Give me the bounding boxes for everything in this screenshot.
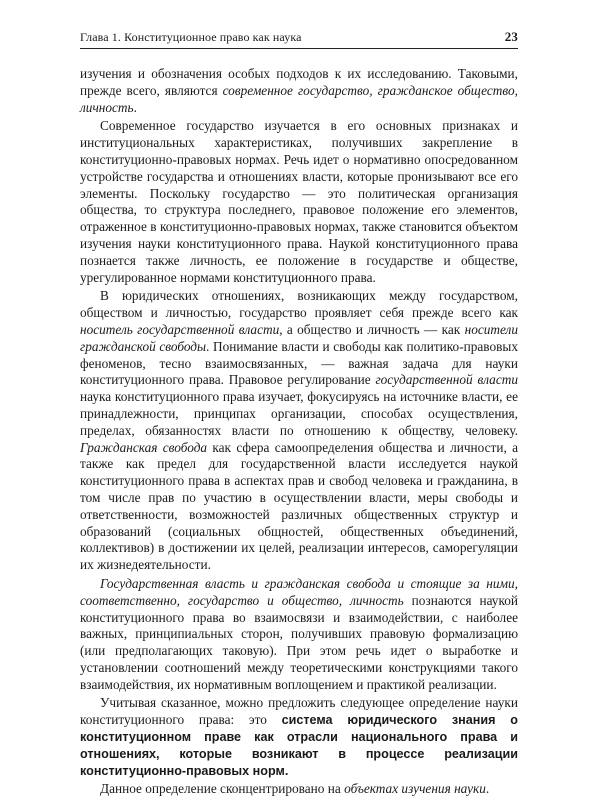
definition-text: система юридического знания о конституционном праве как отрасли национального права и отношениях, которые возникают в процессе реализации конституционно-правовых норм.	[80, 713, 518, 778]
emphasis-term: носители гражданской свободы	[80, 321, 519, 354]
paragraph-6	[80, 781, 518, 798]
text-run: познаются наукой конституционного права во взаимосвязи и взаимодействии, с наиболее важных, принципиальных сторон, получивших правовую формализацию (или предполагающих таковую). При этом речь идет о выработке и установлении соотношений между теоретическими конструкциями такого взаимодействия, их нормативным воплощением и практикой реализации.	[80, 592, 518, 692]
emphasis-term: Гражданская свобода	[80, 439, 208, 455]
text-run: наука конституционного права изучает, фокусируясь на источнике власти, ее принадлежности, принципах организации, способах осуществления, пределах, обязанностях власти по отношению к обществу, человеку.	[80, 389, 518, 438]
emphasis-term: носитель государственной власти	[80, 321, 280, 337]
text-run: Современное государство изучается в его основных признаках и институциональных характеристиках, получивших закрепление в конституционно-правовых нормах. Речь идет о нормативно опосредованном устройстве государства и отношениях власти, которые пронизывают все его элементы. Поскольку государство — это политическая организация общества, то структура последнего, правовое положение его элементов, отраженное в конституционно-правовых нормах, также становится объектом изучения науки конституционного права. Наукой конституционного права познается также личность, ее положение в государстве и обществе, урегулированное нормами конституционного права.	[80, 118, 518, 285]
text-run: В юридических отношениях, возникающих между государством, обществом и личностью, государство проявляет себя прежде всего как	[80, 288, 518, 321]
text-run: Данное определение сконцентрировано на	[100, 781, 345, 797]
text-run: изучения и обозначения особых подходов к их исследованию. Таковыми, прежде всего, являются	[80, 66, 518, 98]
emphasis-term: государственной власти	[375, 372, 518, 388]
text-run: . Понимание власти и свободы как политико-правовых феноменов, тесно взаимосвязанных, — важная задача для науки конституционного права. Правовое регулирование	[80, 338, 518, 388]
text-run: Учитывая сказанное, можно предложить следующее определение науки конституционного права: это	[80, 695, 518, 728]
paragraph-1	[80, 66, 518, 116]
text-run: .	[133, 99, 137, 115]
body-text	[80, 66, 518, 798]
chapter-title: Глава 1. Конституционное право как наука	[80, 30, 302, 44]
paragraph-2	[80, 118, 518, 286]
emphasis-term: современное государство, гражданское общество, личность	[80, 82, 518, 115]
emphasis-term: объектах изучения науки	[344, 781, 486, 797]
paragraph-3	[80, 288, 518, 574]
paragraph-5	[80, 695, 518, 779]
running-header	[80, 26, 518, 49]
text-run: как сфера самоопределения общества и личности, а также как предел для государственной власти исследуется наукой конституционного права в аспектах прав и свобод человека и гражданина, в том числе прав по участию в осуществлении власти, меры свободы и ответственности, возможностей различных общественных структур и образований (социальных общностей, общественных объединений, коллективов) в достижении их целей, реализации интересов, саморегуляции их жизнедеятельности.	[80, 439, 518, 573]
emphasis-term: Государственная власть и гражданская свобода и стоящие за ними, соответственно, государство и общество, личность	[80, 575, 518, 608]
page-number: 23	[504, 29, 518, 44]
paragraph-4	[80, 576, 518, 694]
text-run: .	[485, 781, 490, 797]
text-run: , а общество и личность — как	[279, 321, 465, 337]
